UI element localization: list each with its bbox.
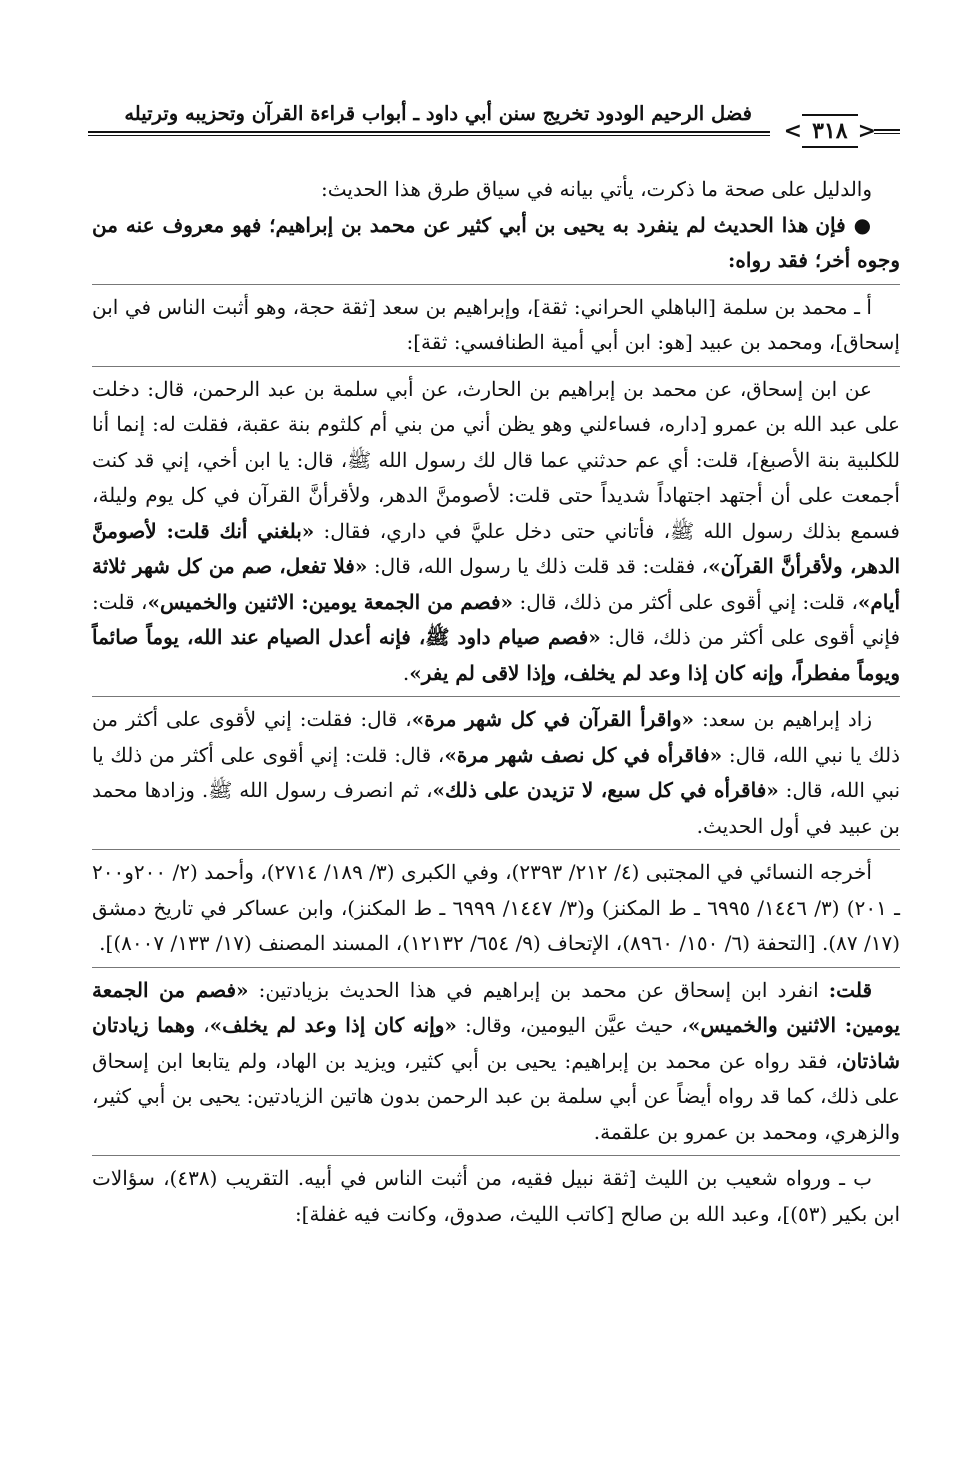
text: ، ثم انصرف رسول الله ﷺ. وزادها محمد بن عبيد في أول الحديث.: [92, 778, 900, 838]
separator-rule: [92, 1155, 900, 1156]
text: ، قلت: فإني أقوى على أكثر من ذلك، قال:: [92, 589, 901, 649]
text: والدليل على صحة ما ذكرت، يأتي بيانه في سياق طرق هذا الحديث:: [321, 177, 872, 201]
separator-rule: [92, 284, 900, 285]
separator-rule: [92, 967, 900, 968]
separator-rule: [92, 696, 900, 697]
page-number: ٣١٨: [802, 114, 857, 148]
paragraph-ibrahim-addition: [92, 702, 900, 844]
header-rule: [88, 131, 770, 136]
quote: «فاقرأه في كل نصف شهر مرة»: [444, 742, 723, 767]
quote: «وإنه كان إذا وعد لم يخلف»: [209, 1013, 457, 1037]
text: .: [402, 660, 410, 685]
text: أخرجه النسائي في المجتبى (٤/ ٢١٢/ ٢٣٩٣)، وفي الكبرى (٣/ ١٨٩/ ٢٧١٤)، وأحمد (٢/ ٢٠٠و٢٠٠ ـ ٢٠١) (٣/ ١٤٤٦/ ٦٩٩٥ ـ ط المكنز) و(٣/ ١٤٤٧/ ٦٩٩٩ ـ ط المكنز)، وابن عساكر في تاريخ دمشق (١٧/ ٨٧). [التحفة (٦/ ١٥٠/ ٨٩٦٠)، الإتحاف (٩/ ٦٥٤/ ١٢١٣٢)، المسند المصنف (١٧/ ١٣٣/ ٨٠٠٧)].: [92, 860, 900, 955]
page-header: [88, 100, 900, 144]
separator-rule: [92, 366, 900, 367]
page-number-ornament: [784, 114, 876, 148]
label: قلت:: [828, 977, 872, 1002]
quote: «فلا تفعل، صم من كل شهر ثلاثة أيام»: [92, 554, 901, 614]
paragraph-narrators-ba: [92, 1161, 900, 1232]
text: ، قال: فقلت: إني لأقوى على أكثر من ذلك يا نبي الله، قال:: [92, 707, 901, 767]
text: ، حيث عيَّن اليومين، وقال:: [464, 1013, 688, 1037]
quote: «فصم من الجمعة يومين: الاثنين والخميس»: [92, 977, 901, 1037]
quote: «فصم صيام داود ﷺ، فإنه أعدل الصيام عند الله، يوماً صائماً ويوماً مفطراً، وإنه كان إذا وعد لم يخلف، وإذا لاقى لم يفر»: [92, 625, 900, 685]
paragraph-not-alone: [92, 208, 900, 279]
ornament-right-bracket: >: [857, 118, 876, 144]
text: ، فقد رواه عن محمد بن إبراهيم: يحيى بن أبي كثير، ويزيد بن الهاد، ولم يتابعا ابن إسحاق على ذلك، كما قد رواه أيضاً عن أبي سلمة بن عبد الرحمن بدون هاتين الزيادتين: يحيى بن أبي كثير، والزهري، ومحمد بن عمرو بن علقمة.: [92, 1048, 900, 1144]
quote: «فصم من الجمعة يومين: الاثنين والخميس»: [147, 589, 514, 614]
text: ب ـ ورواه شعيب بن الليث [ثقة نبيل فقيه، من أثبت الناس في أبيه. التقريب (٤٣٨)، سؤالات ابن بكير (٥٣)]، وعبد الله بن صالح [كاتب الليث، صدوق، وكانت فيه غفلة]:: [92, 1166, 900, 1226]
paragraph-takhrij: [92, 855, 900, 962]
ornament-left-bracket: <: [783, 118, 803, 144]
paragraph-author-comment: [92, 973, 900, 1151]
text: ، قال: قلت: إني أقوى على أكثر من ذلك يا نبي الله، قال:: [92, 742, 901, 802]
page-body: [92, 172, 900, 1392]
text: عن ابن إسحاق، عن محمد بن إبراهيم بن الحارث، عن أبي سلمة بن عبد الرحمن، قال: دخلت على عبد الله بن عمرو [داره، فساءلني وهو يظن أني من بني أم كلثوم بنة عقبة، فقلت له: إنما أنا للكلبية بنة الأصبغ]، قلت: أي عم حدثني عما قال لك رسول الله ﷺ، قال: يا ابن أخي، إني قد كنت أجمعت على أن أجتهد اجتهاداً شديداً حتى قلت: لأصومنَّ الدهر، ولأقرأنَّ القرآن في كل يوم وليلة، فسمع بذلك رسول الله ﷺ، فأتاني حتى دخل عليَّ في داري، فقال:: [92, 376, 900, 543]
quote: «واقرأ القرآن في كل شهر مرة»: [411, 707, 695, 731]
paragraph-evidence-intro: [92, 172, 900, 208]
running-title: فضل الرحيم الودود تخريج سنن أبي داود ـ أبواب قراءة القرآن وتحزيبه وترتيله: [124, 102, 752, 125]
text: فإن هذا الحديث لم ينفرد به يحيى بن أبي كثير عن محمد بن إبراهيم؛ فهو معروف عنه من وجوه أخر؛ فقد رواه:: [92, 212, 900, 272]
bullet-icon: ●: [853, 212, 872, 237]
judgement: وهما زيادتان شاذتان: [92, 1013, 900, 1073]
quote: «بلغني أنك قلت: لأصومنَّ الدهر، ولأقرأنَّ القرآن»: [92, 518, 901, 578]
text: ،: [203, 1013, 210, 1037]
paragraph-narrators-alif: [92, 290, 900, 361]
paragraph-hadith-text: [92, 372, 900, 692]
header-rule-end: [874, 129, 900, 134]
separator-rule: [92, 849, 900, 850]
text: ، قلت: إني أقوى على أكثر من ذلك، قال:: [519, 589, 858, 614]
text: أ ـ محمد بن سلمة [الباهلي الحراني: ثقة]، وإبراهيم بن سعد [ثقة حجة، وهو أثبت الناس في ابن إسحاق]، ومحمد بن عبيد [هو: ابن أبي أمية الطنافسي: ثقة]:: [92, 294, 900, 354]
text: ، فقلت: قد قلت ذلك يا رسول الله، قال:: [373, 554, 709, 578]
text: زاد إبراهيم بن سعد:: [702, 707, 872, 731]
quote: «فاقرأه في كل سبع، لا تزيدن على ذلك»: [432, 778, 779, 802]
text: انفرد ابن إسحاق عن محمد بن إبراهيم في هذا الحديث بزيادتين:: [258, 977, 819, 1002]
